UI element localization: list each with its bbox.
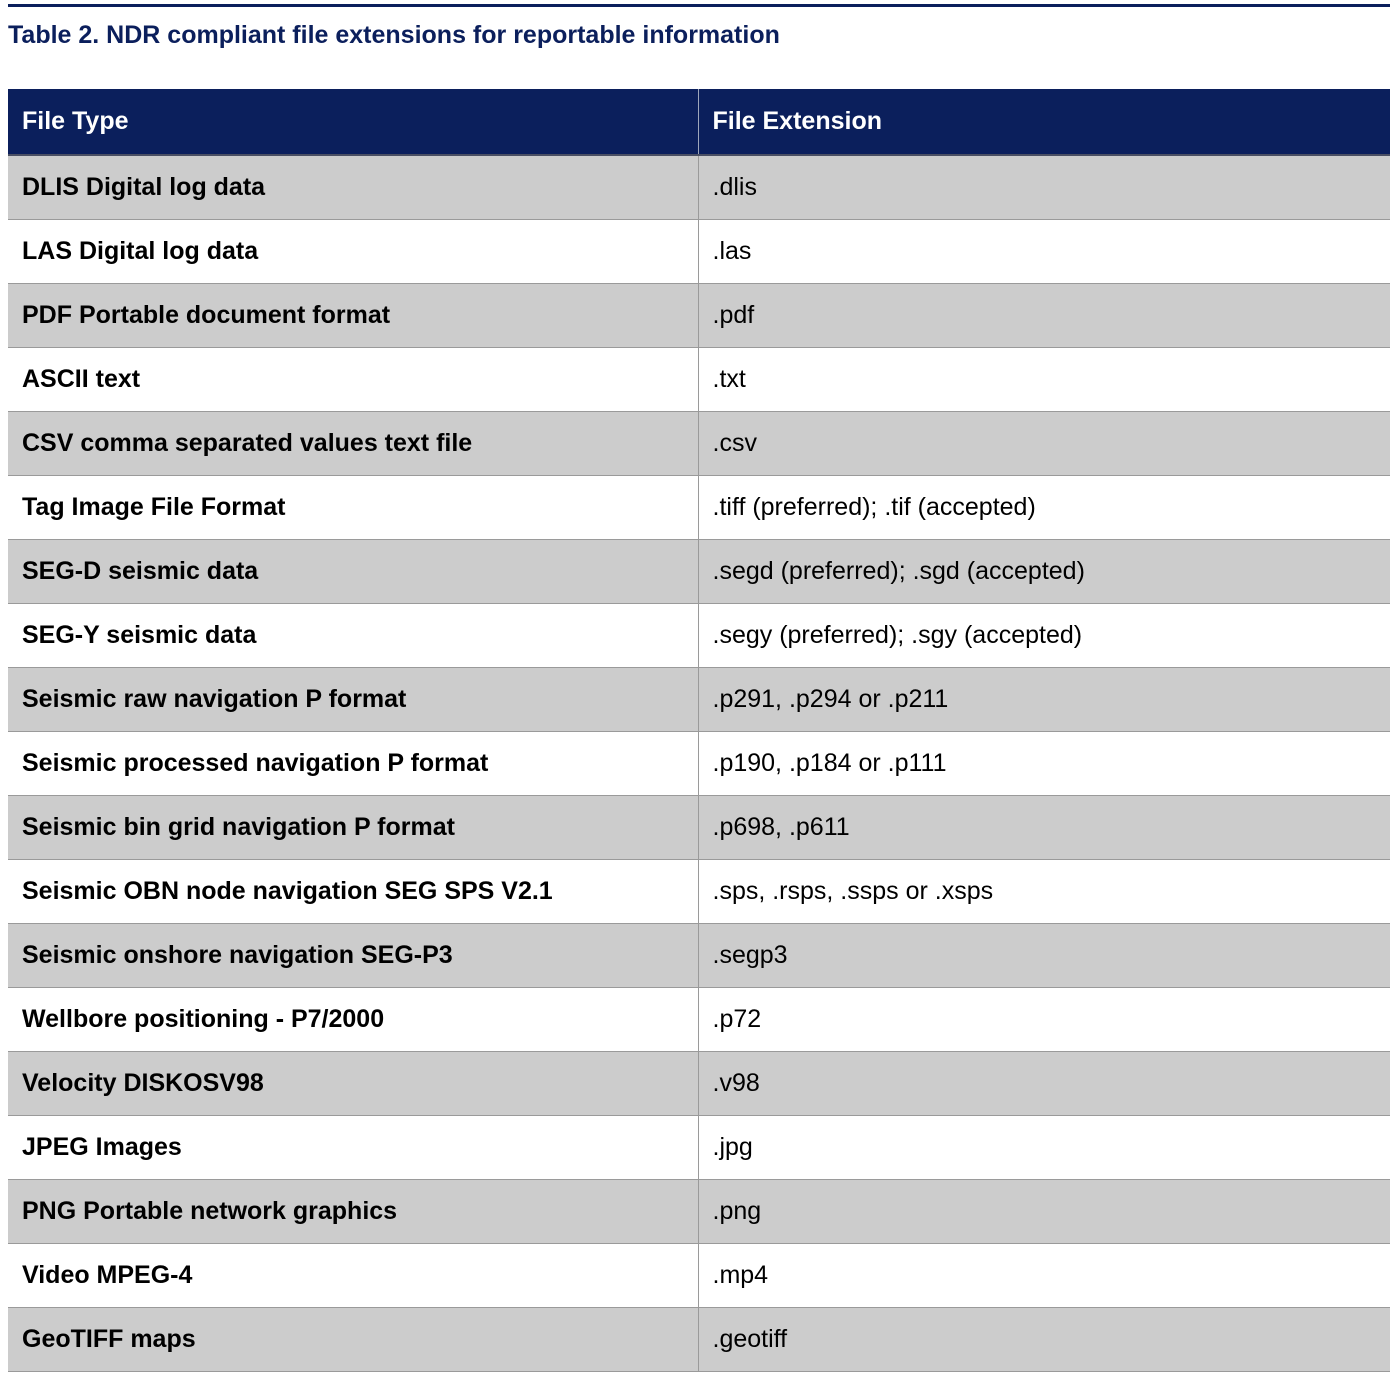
file-type-cell: Seismic OBN node navigation SEG SPS V2.1: [8, 859, 698, 923]
file-extension-cell: .pdf: [698, 283, 1390, 347]
file-extension-cell: .dlis: [698, 155, 1390, 219]
file-type-cell: CSV comma separated values text file: [8, 411, 698, 475]
table-row: [8, 923, 1390, 987]
file-extension-cell: .p698, .p611: [698, 795, 1390, 859]
file-extension-cell: .p190, .p184 or .p111: [698, 731, 1390, 795]
table-row: [8, 155, 1390, 219]
file-extension-cell: .png: [698, 1179, 1390, 1243]
table-row: [8, 987, 1390, 1051]
file-type-cell: Seismic processed navigation P format: [8, 731, 698, 795]
file-extension-cell: .p291, .p294 or .p211: [698, 667, 1390, 731]
file-extension-cell: .mp4: [698, 1243, 1390, 1307]
table-row: [8, 731, 1390, 795]
file-extension-cell: .geotiff: [698, 1307, 1390, 1371]
file-type-cell: SEG-Y seismic data: [8, 603, 698, 667]
file-extension-cell: .txt: [698, 347, 1390, 411]
file-type-cell: Tag Image File Format: [8, 475, 698, 539]
table-row: [8, 603, 1390, 667]
file-extension-cell: .segp3: [698, 923, 1390, 987]
header-row: [8, 89, 1390, 155]
file-extension-table: [8, 89, 1390, 1372]
column-header-file-type: File Type: [8, 89, 698, 155]
table-row: [8, 859, 1390, 923]
file-type-cell: Seismic onshore navigation SEG-P3: [8, 923, 698, 987]
file-type-cell: PNG Portable network graphics: [8, 1179, 698, 1243]
file-extension-cell: .las: [698, 219, 1390, 283]
table-header: [8, 89, 1390, 155]
file-extension-cell: .v98: [698, 1051, 1390, 1115]
file-type-cell: SEG-D seismic data: [8, 539, 698, 603]
file-extension-cell: .tiff (preferred); .tif (accepted): [698, 475, 1390, 539]
file-extension-cell: .segd (preferred); .sgd (accepted): [698, 539, 1390, 603]
table-row: [8, 283, 1390, 347]
table-row: [8, 1243, 1390, 1307]
file-type-cell: DLIS Digital log data: [8, 155, 698, 219]
file-type-cell: Video MPEG-4: [8, 1243, 698, 1307]
file-type-cell: LAS Digital log data: [8, 219, 698, 283]
file-extension-cell: .p72: [698, 987, 1390, 1051]
top-rule: [8, 4, 1390, 7]
file-extension-cell: .segy (preferred); .sgy (accepted): [698, 603, 1390, 667]
table-row: [8, 795, 1390, 859]
file-type-cell: Wellbore positioning - P7/2000: [8, 987, 698, 1051]
file-type-cell: JPEG Images: [8, 1115, 698, 1179]
table-body: [8, 155, 1390, 1371]
file-type-cell: ASCII text: [8, 347, 698, 411]
column-header-file-extension: File Extension: [698, 89, 1390, 155]
table-row: [8, 1115, 1390, 1179]
table-row: [8, 411, 1390, 475]
file-type-cell: GeoTIFF maps: [8, 1307, 698, 1371]
file-type-cell: Seismic raw navigation P format: [8, 667, 698, 731]
table-row: [8, 347, 1390, 411]
file-extension-cell: .sps, .rsps, .ssps or .xsps: [698, 859, 1390, 923]
file-extension-cell: .csv: [698, 411, 1390, 475]
table-row: [8, 475, 1390, 539]
file-type-cell: PDF Portable document format: [8, 283, 698, 347]
table-row: [8, 1179, 1390, 1243]
table-row: [8, 219, 1390, 283]
file-extension-cell: .jpg: [698, 1115, 1390, 1179]
file-type-cell: Seismic bin grid navigation P format: [8, 795, 698, 859]
table-row: [8, 539, 1390, 603]
table-row: [8, 1307, 1390, 1371]
table-row: [8, 667, 1390, 731]
table-row: [8, 1051, 1390, 1115]
table-caption: Table 2. NDR compliant file extensions for reportable information: [8, 21, 780, 49]
file-type-cell: Velocity DISKOSV98: [8, 1051, 698, 1115]
